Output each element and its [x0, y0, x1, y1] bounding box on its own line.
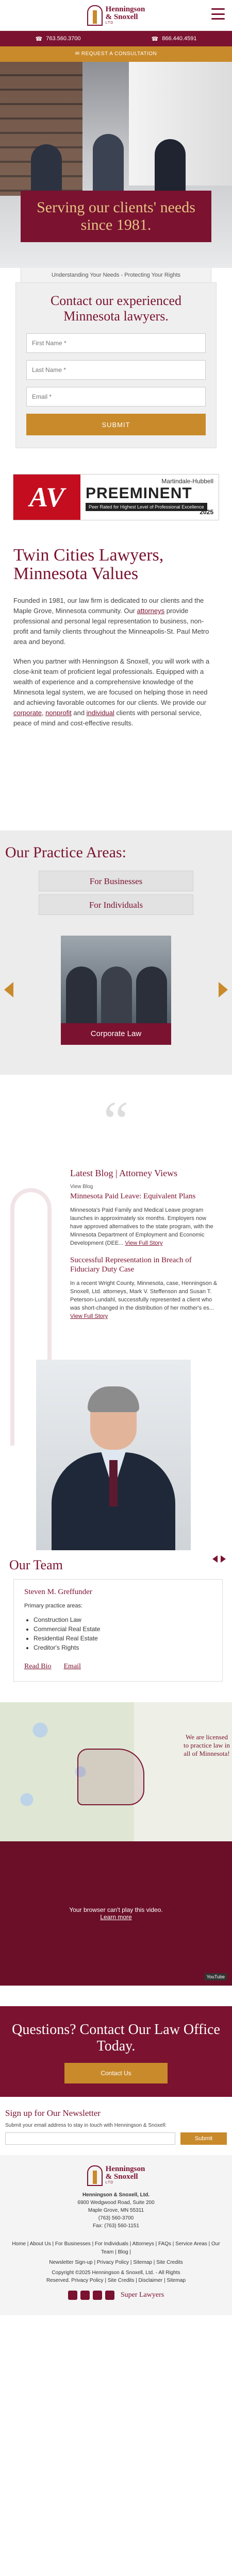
footer-firm-name: Henningson & Snoxell, Ltd.	[82, 2192, 150, 2198]
intro-paragraph-2	[13, 656, 219, 728]
practice-slide-image	[61, 936, 171, 1023]
contact-cta-section	[0, 2006, 232, 2097]
blog-post-1-title[interactable]: Minnesota Paid Leave: Equivalent Plans	[70, 1192, 196, 1200]
youtube-icon[interactable]	[105, 2291, 114, 2300]
contact-form-title: Contact our experienced Minnesota lawyers.	[50, 293, 182, 324]
nonprofit-link[interactable]: nonprofit	[45, 709, 72, 717]
intro-paragraph-1	[13, 596, 219, 647]
phone-right[interactable]: ☎ 866.440.4591	[151, 36, 197, 42]
intro-p2-a: When you partner with Henningson & Snoxell, you will work with a close-knit team of proficient legal professionals. Equipped with a wealth of experience and a comprehensive knowledge of the Minnesota legal system, we are focused on helping those in need and achieving favorable outcomes for our clients. We provide our	[13, 657, 210, 706]
testimonial-quote	[0, 1075, 232, 1167]
blog-decoration	[10, 1167, 62, 1329]
list-item: • Residential Real Estate	[34, 1634, 212, 1643]
video-player[interactable]	[0, 1841, 232, 1986]
phone-right-text: 866.440.4591	[162, 36, 197, 42]
av-preeminent-badge[interactable]	[13, 474, 219, 520]
practice-slide-card[interactable]	[61, 936, 171, 1045]
newsletter-row	[5, 2132, 227, 2145]
twitter-icon[interactable]	[80, 2291, 90, 2300]
intro-title: Twin Cities Lawyers, Minnesota Values	[13, 546, 164, 583]
logo-text-block	[106, 6, 145, 25]
footer-logo-mark-icon	[87, 2165, 103, 2186]
email-input[interactable]	[26, 387, 206, 406]
badge-title: PREEMINENT	[86, 485, 192, 502]
logo-line1: Henningson	[105, 5, 145, 13]
attorneys-link[interactable]: attorneys	[137, 607, 165, 615]
consultation-cta-text: REQUEST A CONSULTATION	[81, 51, 157, 57]
questions-title: Questions? Contact Our Law Office Today.	[12, 2022, 220, 2054]
service-area-map[interactable]	[0, 1702, 232, 1841]
video-learn-more-link[interactable]: Learn more	[100, 1913, 132, 1921]
first-name-input[interactable]	[26, 333, 206, 353]
badge-rating: Peer Rated for Highest Level of Professional Excellence	[86, 503, 207, 511]
blog-body	[70, 1167, 219, 1329]
practice-slider	[0, 936, 232, 1044]
read-bio-link[interactable]: Read Bio	[24, 1663, 52, 1670]
team-prev-arrow-icon[interactable]	[212, 1555, 218, 1563]
footer-logo-sub: LTD	[105, 2181, 114, 2184]
youtube-logo-icon[interactable]: YouTube	[205, 1973, 227, 1980]
blog-post-1-excerpt	[70, 1206, 219, 1247]
logo-line2: & Snoxell	[105, 13, 138, 21]
intro-p1-b: provide professional and personal legal representation to business, non-profit and family clients throughout the Minneapolis-St. Paul Metro area and beyond.	[13, 607, 209, 646]
phone-bar	[0, 31, 232, 46]
newsletter-title: Sign up for Our Newsletter	[5, 2108, 101, 2118]
hamburger-menu-icon[interactable]	[211, 8, 225, 20]
list-item: • Construction Law	[34, 1615, 212, 1624]
facebook-icon[interactable]	[68, 2291, 77, 2300]
footer-logo[interactable]	[5, 2165, 227, 2186]
license-note: We are licensed to practice law in all of Minnesota!	[184, 1733, 230, 1757]
intro-p2-mid2: and	[71, 709, 87, 717]
badge-section	[0, 469, 232, 526]
phone-left-text: 763.560.3700	[46, 36, 81, 42]
view-blog-link[interactable]: View Blog	[70, 1184, 93, 1190]
blog-post-2-text: In a recent Wright County, Minnesota, case, Henningson & Snoxell, Ltd. attorneys, Mark V. Steffenson and Susan T. Peterson-Lundahl, successfully represented a client who was short-changed in the distribution of her mother's es...	[70, 1280, 218, 1311]
team-section	[0, 1550, 232, 1697]
hero-title: Serving our clients' needs since 1981.	[37, 199, 195, 233]
tab-for-businesses[interactable]: For Businesses	[39, 871, 193, 891]
logo[interactable]	[87, 5, 145, 26]
consultation-cta[interactable]: ✉ REQUEST A CONSULTATION	[0, 46, 232, 62]
intro-p2-mid1: ,	[41, 709, 46, 717]
individual-link[interactable]: individual	[86, 709, 114, 717]
blog-post-1-text: Minnesota's Paid Family and Medical Leave program launches in approximately six months. Employers now have approved alternatives to the state program, with the Minnesota Department of Employment and Economic Development (DEE...	[70, 1207, 213, 1246]
slider-next-arrow-icon[interactable]	[219, 982, 228, 997]
footer-nav-2[interactable]: Newsletter Sign-up | Privacy Policy | Sitemap | Site Credits	[49, 2260, 183, 2265]
intro-p2-b: clients with personal service, peace of mind and cost-effective results.	[13, 709, 202, 727]
footer-address-line1: 6900 Wedgwood Road, Suite 200	[77, 2200, 155, 2206]
blog-post-2-link[interactable]: View Full Story	[70, 1313, 108, 1319]
logo-sub: LTD	[105, 21, 114, 25]
practice-areas-list	[24, 1615, 212, 1652]
footer-copy-1: Copyright ©2025 Henningson & Snoxell, Ltd. - All Rights	[52, 2270, 180, 2276]
footer-phone[interactable]: (763) 560-3700	[98, 2215, 134, 2221]
last-name-input[interactable]	[26, 360, 206, 380]
list-item: • Creditor's Rights	[34, 1643, 212, 1652]
site-header	[0, 0, 232, 31]
super-lawyers-logo[interactable]: Super Lawyers	[120, 2291, 164, 2299]
newsletter-email-input[interactable]	[5, 2132, 175, 2145]
av-logo: AV	[13, 474, 80, 520]
practice-slide-label: Corporate Law	[61, 1023, 171, 1045]
newsletter-submit-button[interactable]: Submit	[180, 2132, 227, 2145]
attorney-photo	[36, 1360, 191, 1550]
submit-button[interactable]: SUBMIT	[26, 414, 206, 435]
footer-logo-line2: & Snoxell	[105, 2173, 138, 2181]
footer-logo-text-block	[106, 2165, 145, 2186]
linkedin-icon[interactable]	[93, 2291, 102, 2300]
footer-logo-line1: Henningson	[105, 2165, 145, 2173]
newsletter-text: Submit your email address to stay in touch with Henningson & Snoxell:	[5, 2123, 167, 2128]
team-next-arrow-icon[interactable]	[221, 1555, 226, 1563]
tab-for-individuals[interactable]: For Individuals	[39, 894, 193, 915]
social-links	[5, 2291, 227, 2300]
newsletter-section	[0, 2097, 232, 2155]
email-link[interactable]: Email	[63, 1663, 81, 1670]
team-member-name: Steven M. Greffunder	[24, 1588, 92, 1596]
logo-mark-icon	[87, 5, 103, 26]
footer-address-line2: Maple Grove, MN 55311	[88, 2208, 144, 2213]
team-title: Our Team	[9, 1557, 63, 1572]
quote-mark-icon: “	[103, 1090, 129, 1153]
phone-left[interactable]: ☎ 763.560.3700	[35, 36, 81, 42]
blog-post-2-title[interactable]: Successful Representation in Breach of Fiduciary Duty Case	[70, 1256, 192, 1274]
team-member-card	[13, 1579, 223, 1682]
badge-text	[80, 474, 219, 520]
video-message-block	[69, 1906, 162, 1921]
blog-post-1-link[interactable]: View Full Story	[125, 1240, 163, 1246]
team-links	[24, 1663, 212, 1671]
slider-prev-arrow-icon[interactable]	[4, 982, 13, 997]
service-region	[77, 1749, 144, 1805]
team-arrows	[212, 1555, 226, 1563]
practice-areas-section	[0, 831, 232, 1075]
footer-nav-1[interactable]: Home | About Us | For Businesses | For Individuals | Attorneys | FAQs | Service Areas | Our Team | Blog |	[12, 2241, 220, 2255]
contact-us-button[interactable]: Contact Us	[64, 2063, 168, 2083]
badge-brand: Martindale-Hubbell	[161, 478, 213, 485]
site-footer	[0, 2155, 232, 2315]
badge-year: 2025	[200, 509, 213, 516]
footer-address	[5, 2191, 227, 2230]
corporate-link[interactable]: corporate	[13, 709, 42, 717]
contact-form	[15, 282, 217, 448]
intro-section	[0, 526, 232, 748]
footer-copy-2: Reserved. Privacy Policy | Site Credits | Disclaimer | Sitemap	[46, 2278, 186, 2283]
video-error-text: Your browser can't play this video.	[69, 1906, 163, 1913]
practice-areas-label: Primary practice areas:	[24, 1603, 83, 1609]
blog-title: Latest Blog | Attorney Views	[70, 1168, 178, 1178]
blog-section	[0, 1167, 232, 1349]
hero-subtitle: Understanding Your Needs - Protecting Your Rights	[21, 268, 211, 282]
footer-copyright	[5, 2269, 227, 2284]
hero-image	[0, 62, 232, 268]
practice-title: Our Practice Areas:	[5, 844, 126, 861]
footer-fax: Fax: (763) 560-1151	[93, 2223, 139, 2229]
blog-post-2-excerpt	[70, 1279, 219, 1320]
intro-p1-a: Founded in 1981, our law firm is dedicated to our clients and the Maple Grove, Minnesota community. Our	[13, 597, 204, 615]
list-item: • Commercial Real Estate	[34, 1624, 212, 1634]
hero-title-box	[21, 191, 211, 242]
